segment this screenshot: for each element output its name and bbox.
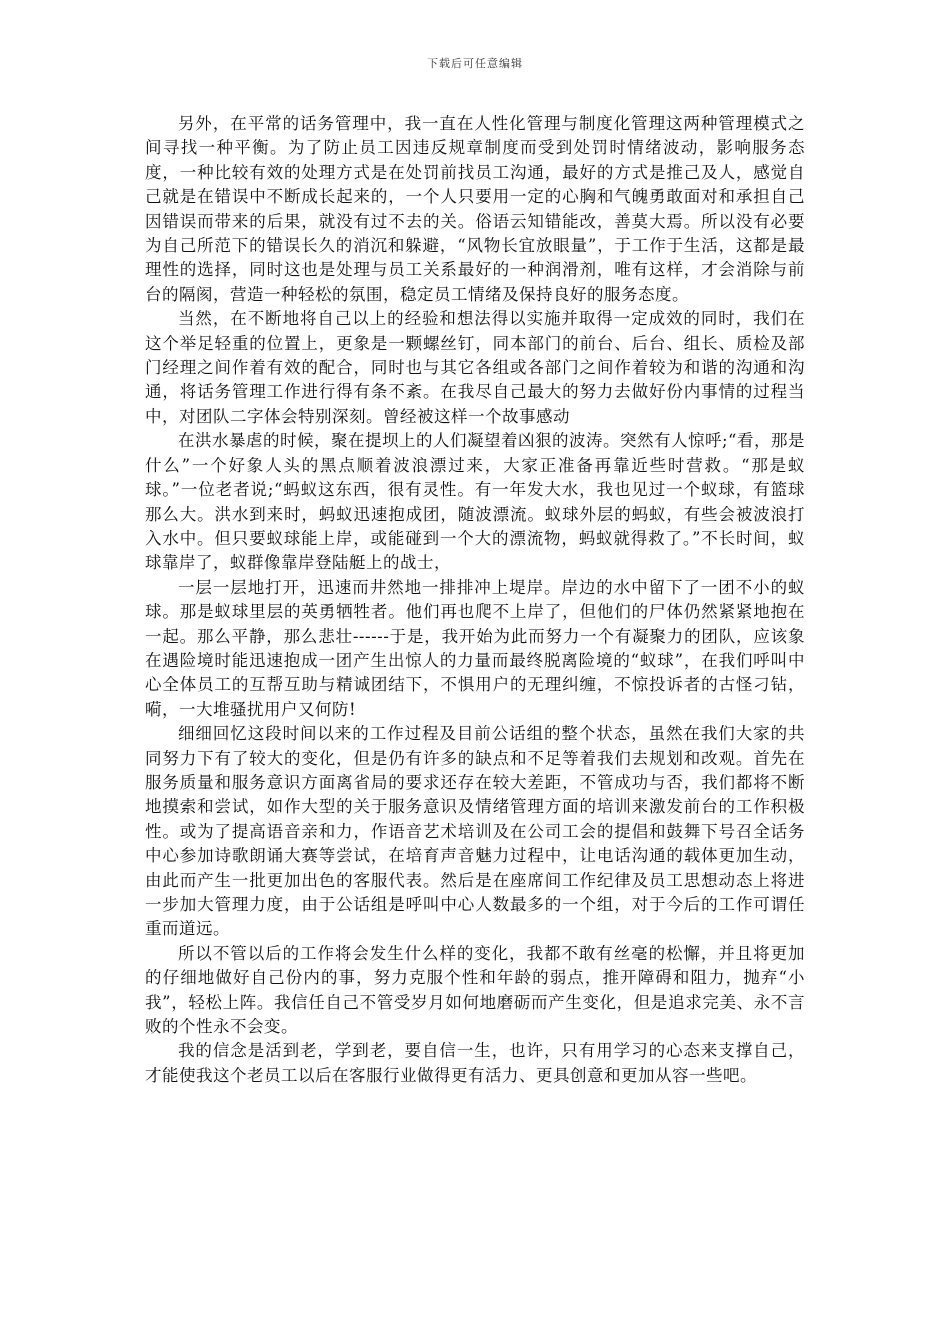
paragraph-1: 另外，在平常的话务管理中，我一直在人性化管理与制度化管理这两种管理模式之间寻找一种平衡。为了防止员工因违反规章制度而受到处罚时情绪波动，影响服务态度，一种比较有效的处理方式是在处罚前找员工沟通，最好的方式是推己及人，感觉自己就是在错误中不断成长起来的，一个人只要用一定的心胸和气魄勇敢面对和承担自己因错误而带来的后果，就没有过不去的关。俗语云知错能改，善莫大焉。所以没有必要为自己所范下的错误长久的消沉和躲避，“风物长宜放眼量”，于工作于生活，这都是最理性的选择，同时这也是处理与员工关系最好的一种润滑剂，唯有这样，才会消除与前台的隔阂，营造一种轻松的氛围，稳定员工情绪及保持良好的服务态度。 <box>145 114 805 304</box>
paragraph-7: 我的信念是活到老，学到老，要自信一生，也许，只有用学习的心态来支撑自己，才能使我这个老员工以后在客服行业做得更有活力、更具创意和更加从容一些吧。 <box>145 1041 805 1085</box>
paragraph-6: 所以不管以后的工作将会发生什么样的变化，我都不敢有丝毫的松懈，并且将更加的仔细地做好自己份内的事，努力克服个性和年龄的弱点，推开障碍和阻力，抛弃“小我”，轻松上阵。我信任自己不管受岁月如何地磨砺而产生变化，但是追求完美、永不言败的个性永不会变。 <box>145 943 805 1037</box>
document-body <box>145 112 805 1088</box>
page-header-note: 下载后可任意编辑 <box>427 57 523 70</box>
paragraph-2: 当然，在不断地将自己以上的经验和想法得以实施并取得一定成效的同时，我们在这个举足轻重的位置上，更象是一颗螺丝钉，同本部门的前台、后台、组长、质检及部门经理之间作着有效的配合，同时也与其它各组或各部门之间作着较为和谐的沟通和沟通，将话务管理工作进行得有条不紊。在我尽自己最大的努力去做好份内事情的过程当中，对团队二字体会特别深刻。曾经被这样一个故事感动 <box>145 309 805 426</box>
paragraph-5: 细细回忆这段时间以来的工作过程及目前公话组的整个状态，虽然在我们大家的共同努力下有了较大的变化，但是仍有许多的缺点和不足等着我们去规划和改观。首先在服务质量和服务意识方面离省局的要求还存在较大差距，不管成功与否，我们都将不断地摸索和尝试，如作大型的关于服务意识及情绪管理方面的培训来激发前台的工作积极性。或为了提高语音亲和力，作语音艺术培训及在公司工会的提倡和鼓舞下号召全话务中心参加诗歌朗诵大赛等尝试，在培育声音魅力过程中，让电话沟通的载体更加生动，由此而产生一批更加出色的客服代表。然后是在座席间工作纪律及员工思想动态上将进一步加大管理力度，由于公话组是呼叫中心人数最多的一个组，对于今后的工作可谓任重而道远。 <box>145 724 805 939</box>
paragraph-4: 一层一层地打开，迅速而井然地一排排冲上堤岸。岸边的水中留下了一团不小的蚁球。那是蚁球里层的英勇牺牲者。他们再也爬不上岸了，但他们的尸体仍然紧紧地抱在一起。那么平静，那么悲壮------于是，我开始为此而努力一个有凝聚力的团队，应该象在遇险境时能迅速抱成一团产生出惊人的力量而最终脱离险境的“蚁球”，在我们呼叫中心全体员工的互帮互助与精诚团结下，不惧用户的无理纠缠，不惊投诉者的古怪刁钻，嗬，一大堆骚扰用户又何防! <box>145 577 805 719</box>
paragraph-3: 在洪水暴虐的时候，聚在提坝上的人们凝望着凶狠的波涛。突然有人惊呼;“看，那是什么”一个好象人头的黑点顺着波浪漂过来，大家正准备再靠近些时营救。“那是蚁球。”一位老者说;“蚂蚁这东西，很有灵性。有一年发大水，我也见过一个蚁球，有篮球那么大。洪水到来时，蚂蚁迅速抱成团，随波漂流。蚁球外层的蚂蚁，有些会被波浪打入水中。但只要蚁球能上岸，或能碰到一个大的漂流物，蚂蚁就得救了。”不长时间，蚁球靠岸了，蚁群像靠岸登陆艇上的战士， <box>145 431 805 573</box>
